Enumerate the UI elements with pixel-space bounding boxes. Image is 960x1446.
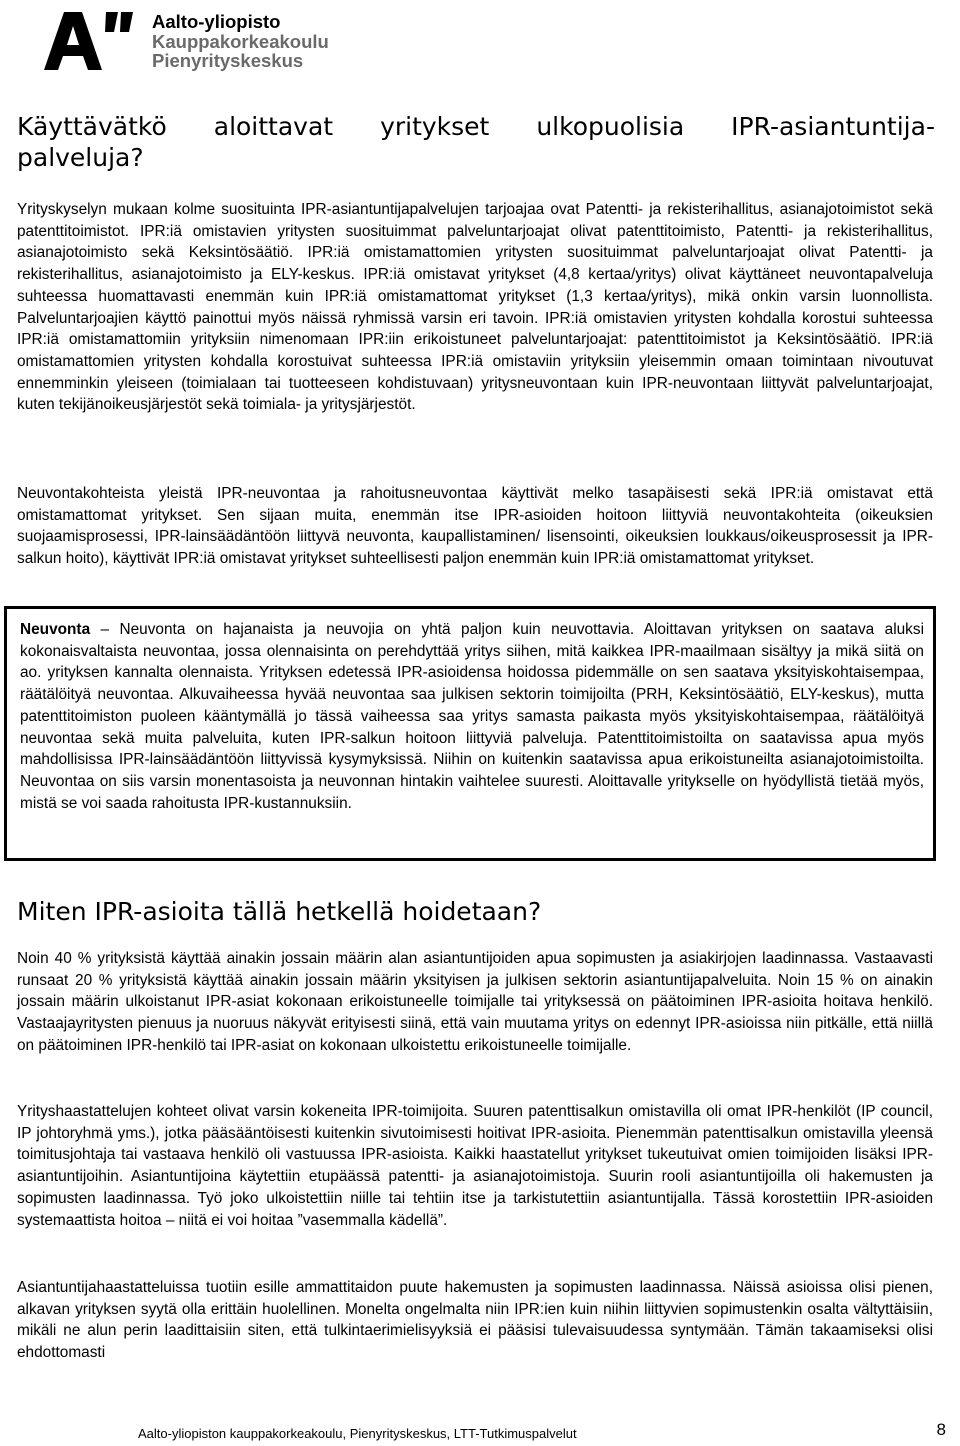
heading-word: Käyttävätkö [17,112,167,141]
section-1-heading-line-2: palveluja? [17,143,144,172]
logo-line-1: Aalto-yliopisto [152,11,281,32]
advice-box-lead: Neuvonta [20,621,91,638]
advice-box [4,606,936,861]
section-2-paragraph-2: Yrityshaastattelujen kohteet olivat varsin kokeneita IPR-toimijoita. Suuren patenttisalkun omistavilla oli omat IPR-henkilöt (IP council, IP johtoryhmä yms.), jotka pääsääntöisesti kuitenkin sivutoimisesti hoitivat IPR-asioita. Pienemmän patenttisalkun omistavilla yleensä toimitusjohtaja tai vastaava henkilö oli vastuussa IPR-asioista. Kaikki haastatellut yritykset tukeutuivat omien toimijoiden lisäksi IPR-asiantuntijoihin. Asiantuntijoina käytettiin etupäässä patentti- ja asianajotoimistoja. Suurin rooli asiantuntijoilla oli hakemusten ja sopimusten laadinnassa. Työ joko ulkoistettiin niille tai tehtiin itse ja tarkistutettiin asiantuntijalla. Tässä korostettiin IPR-asioiden systemaattista hoitoa – niitä ei voi hoitaa ”vasemmalla kädellä”. [17,1103,933,1229]
advice-box-text [20,619,924,814]
section-1-paragraph-1: Yrityskyselyn mukaan kolme suosituinta IPR-asiantuntijapalvelujen tarjoajaa ovat Patentti- ja rekisterihallitus, asianajotoimistot sekä patenttitoimistot. IPR:iä omistavien yritysten suosituimmat palveluntarjoajat olivat patenttitoimisto, Patentti- ja rekisterihallitus, asianajotoimisto sekä Keksintösäätiö. IPR:iä omistamattomien yritysten suosituimmat palveluntarjoajat olivat Patentti- ja rekisterihallitus, asianajotoimisto ja ELY-keskus. IPR:iä omistavat yritykset (4,8 kertaa/yritys) olivat käyttäneet neuvontapalveluja suhteessa huomattavasti enemmän kuin IPR:iä omistamattomat yritykset (1,3 kertaa/yritys), mikä onkin varsin luonnollista. Palveluntarjoajien käyttö painottui myös näissä ryhmissä varsin eri tavoin. IPR:iä omistavien yritysten kohdalla korostui suhteessa IPR:iä omistamattomiin yrityksiin nimenomaan IPR:iin erikoistuneet palveluntarjoajat: patenttitoimistot ja Keksintösäätiö. IPR:iä omistamattomien yritysten kohdalla korostuivat suhteessa IPR:iä omistaviin yrityksiin yleisemmin omaan toimintaan nivoutuvat ennemminkin yleiseen (toimialaan tai tuotteeseen kohdistuvaan) yritysneuvontaan kuin IPR-neuvontaan liittyvät palveluntarjoajat, kuten tekijänoikeusjärjestöt sekä toimiala- ja yritysjärjestöt. [17,201,933,414]
section-1-heading-line-1 [17,111,935,142]
section-2-paragraph-1: Noin 40 % yrityksistä käyttää ainakin jossain määrin alan asiantuntijoiden apua sopimusten ja asiakirjojen laadinnassa. Vastaavasti runsaat 20 % yrityksistä käyttää ainakin jossain määrin yksityisen ja julkisen sektorin asiantuntijapalveluita. Noin 15 % on ainakin jossain määrin ulkoistanut IPR-asiat kokonaan erikoistuneelle toimijalle tai yrityksessä on päätoiminen IPR-asioita hoitava henkilö. Vastaajayritysten pienuus ja nuoruus näkyvät erityisesti siinä, että vain muutama yritys on edennyt IPR-asioissa niin pitkälle, että niillä on päätoiminen IPR-henkilö tai IPR-asiat on kokonaan ulkoistettu erikoistuneelle toimijalle. [17,950,933,1054]
logo-line-3: Pienyrityskeskus [152,50,304,71]
section-2-heading: Miten IPR-asioita tällä hetkellä hoidetaan? [17,897,542,926]
section-2-paragraph-3: Asiantuntijahaastatteluissa tuotiin esille ammattitaidon puute hakemusten ja sopimusten laadinnassa. Näissä asioissa olisi pienen, alkavan yrityksen syytä olla erittäin huolellinen. Monelta ongelmalta niin IPR:ien kuin niihin liittyvien sopimustenkin osalta vältyttäisiin, mikäli ne alun perin laadittaisiin siten, että tulkintaerimielisyyksiä ei pääsisi tulevaisuudessa syntymään. Tämän takaamiseksi olisi ehdottomasti [17,1279,933,1362]
aalto-logo [44,12,364,74]
aalto-logo-icon [44,12,134,70]
heading-word: yritykset [380,112,490,141]
section-1-paragraph-2: Neuvontakohteista yleistä IPR-neuvontaa ja rahoitusneuvontaa käyttivät melko tasapäisesti sekä IPR:iä omistavat että omistamattomat yritykset. Sen sijaan muita, enemmän itse IPR-asioiden hoitoon liittyviä neuvontakohteita (oikeuksien suojaamisprosessi, IPR-lainsäädäntöön liittyvä neuvonta, kaupallistaminen/ lisensointi, oikeuksien loukkaus/oikeusprosessit ja IPR-salkun hoito), käyttivät IPR:iä omistavat yritykset suhteellisesti paljon enemmän kuin IPR:iä omistamattomat yritykset. [17,485,933,568]
advice-box-body: Neuvonta on hajanaista ja neuvojia on yhtä paljon kuin neuvottavia. Aloittavan yrityksen on saatava aluksi kokonaisvaltaista neuvontaa, jossa olennaisinta on perehdyttää yritys siihen, mitä kaikkea IPR-maailmaan sisältyy ja mikä siitä on ao. yrityksen kannalta olennaista. Yrityksen edetessä IPR-asioidensa hoidossa pidemmälle on sen saatava yksityiskohtaisempaa, räätälöityä neuvontaa. Alkuvaiheessa hyvää neuvontaa saa julkisen sektorin toimijoilta (PRH, Keksintösäätiö, ELY-keskus), mutta patenttitoimiston puoleen kääntymällä jo tässä vaiheessa saa yritys samasta paikasta myös yksityiskohtaisempaa, räätälöityä neuvontaa sekä muita palveluita, kuten IPR-salkun hoitoon liittyviä palveluja. Patenttitoimistoilta on saatavissa apua myös mahdollisissa IPR-lainsäädäntöön liittyvissä kysymyksissä. Niihin on kuitenkin saatavissa apua erikoistuneilta asianajotoimistoilta. Neuvontaa on siis varsin monentasoista ja neuvonnan hintakin vaihtelee suuresti. Aloittavalle yritykselle on hyödyllistä tietää myös, mistä se voi saada rahoitusta IPR-kustannuksiin. [20,621,924,812]
logo-line-2: Kauppakorkeakoulu [152,30,329,52]
heading-word: aloittavat [213,112,334,141]
advice-box-dash: – [90,621,120,638]
section-1-heading [17,111,935,173]
heading-word: IPR-asiantuntija- [731,112,935,141]
heading-word: ulkopuolisia [536,112,685,141]
logo-text [152,12,329,71]
page-number: 8 [936,1420,946,1439]
page-footer: Aalto-yliopiston kauppakorkeakoulu, Pienyrityskeskus, LTT-Tutkimuspalvelut [138,1426,577,1441]
